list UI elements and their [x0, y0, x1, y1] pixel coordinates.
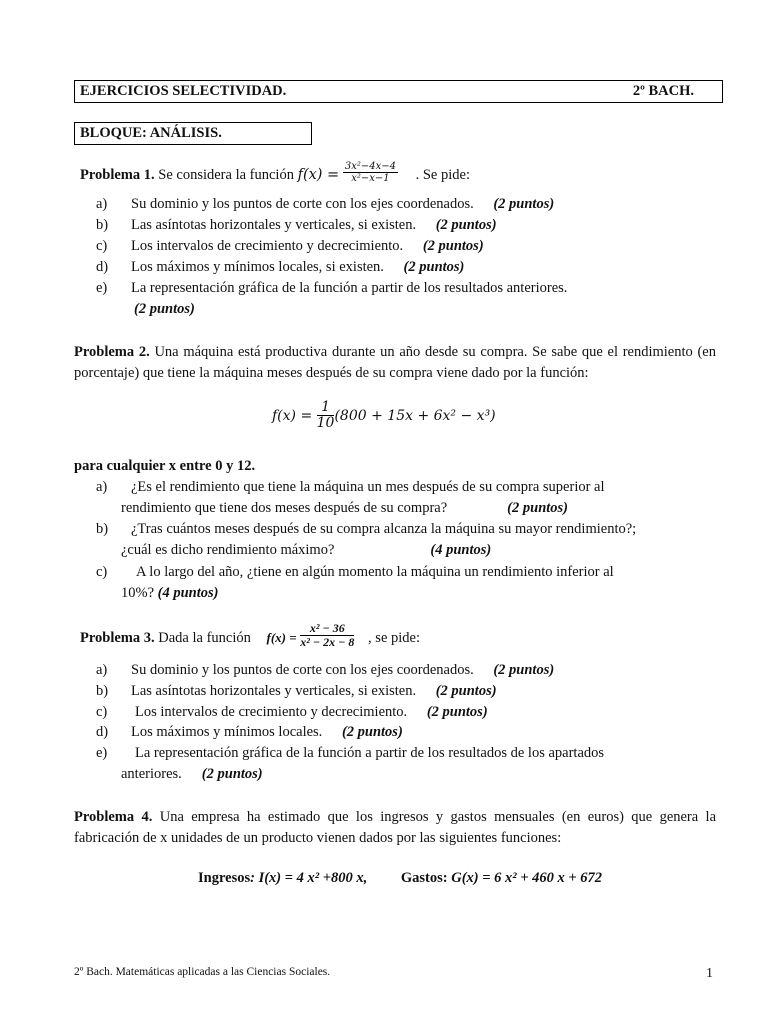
problem-1-text: Se considera la función [158, 167, 294, 183]
p2-item-b-line2: ¿cuál es dicho rendimiento máximo? (4 puntos) [121, 542, 492, 558]
block-title: BLOQUE: ANÁLISIS. [80, 125, 222, 141]
block-box [74, 122, 312, 145]
p1-item-d-label: d) [96, 259, 109, 275]
p3-item-c-label: c) [96, 704, 108, 720]
p3-item-c: Los intervalos de crecimiento y decrecimiento. (2 puntos) [135, 704, 488, 720]
problem-3-tail: , se pide: [368, 630, 420, 647]
p3-item-a: Su dominio y los puntos de corte con los ejes coordenados. (2 puntos) [131, 662, 555, 678]
p2-item-c-line2: 10%? (4 puntos) [121, 585, 219, 601]
footer-course: 2º Bach. Matemáticas aplicadas a las Ciencias Sociales. [74, 966, 331, 978]
p2-item-c-label: c) [96, 564, 108, 580]
problem-4-intro [74, 807, 716, 849]
p2-item-b-line1: ¿Tras cuántos meses después de su compra alcanza la máquina su mayor rendimiento?; [131, 521, 637, 537]
p1-item-c-label: c) [96, 238, 108, 254]
problem-1-fraction [343, 161, 398, 184]
problem-1-tail: . Se pide: [415, 167, 470, 183]
problem-1-denominator: x²−x−1 [351, 173, 390, 185]
income-label: Ingresos [198, 870, 251, 886]
problem-3-intro [80, 621, 420, 650]
problem-3-fx: f(x) = [266, 630, 297, 646]
problem-4-label: Problema 4. [74, 809, 153, 825]
p3-item-d: Los máximos y mínimos locales. (2 puntos) [131, 724, 403, 740]
p1-item-c: Los intervalos de crecimiento y decrecimiento. (2 puntos) [131, 238, 484, 254]
header-box [74, 80, 723, 103]
problem-1-intro [80, 161, 470, 185]
problem-2-fraction: $\frac{1}{10}$ [316, 399, 335, 432]
expenses-label: Gastos: [400, 870, 448, 886]
p1-item-d: Los máximos y mínimos locales, si existen. (2 puntos) [131, 259, 465, 275]
p2-item-a-line1: ¿Es el rendimiento que tiene la máquina un mes después de su compra superior al [131, 479, 605, 495]
header-title: EJERCICIOS SELECTIVIDAD. [80, 83, 287, 99]
p3-item-b: Las asíntotas horizontales y verticales, si existen. (2 puntos) [131, 683, 497, 699]
problem-3-fraction [300, 622, 354, 649]
problem-2-intro [74, 342, 716, 384]
problem-2-formula: f(x) = $\frac{1}{10}$ (800 + 15x + 6x² − x³) [272, 399, 496, 432]
p3-item-e-line1: La representación gráfica de la función a partir de los resultados de los apartados [135, 745, 605, 761]
problem-3-denominator: x² − 2x − 8 [300, 635, 355, 650]
problem-3-label: Problema 3. [80, 630, 155, 647]
p3-item-e-label: e) [96, 745, 108, 761]
problem-2-label: Problema 2. [74, 344, 150, 360]
problem-1-label: Problema 1. [80, 167, 155, 183]
p3-item-e-line2: anteriores. (2 puntos) [121, 766, 263, 782]
problem-2-range: para cualquier x entre 0 y 12. [74, 458, 256, 474]
p2-item-b-label: b) [96, 521, 109, 537]
p2-item-c-line1: A lo largo del año, ¿tiene en algún momento la máquina un rendimiento inferior al [136, 564, 614, 580]
p3-item-a-label: a) [96, 662, 108, 678]
income-expression: : I(x) = 4 x² +800 x, [250, 870, 368, 886]
expenses-expression: G(x) = 6 x² + 460 x + 672 [451, 870, 602, 886]
header-course: 2º BACH. [632, 83, 694, 99]
p2-item-a-label: a) [96, 479, 108, 495]
problem-4-functions [198, 870, 602, 887]
p1-item-e: La representación gráfica de la función a partir de los resultados anteriores. [131, 280, 568, 296]
problem-4-text: Una empresa ha estimado que los ingresos y gastos mensuales (en euros) que genera la fabricación de x unidades de un producto vienen dados por las siguientes funciones: [74, 809, 717, 846]
problem-3-numerator: x² − 36 [300, 622, 354, 636]
p1-item-b-label: b) [96, 217, 109, 233]
p3-item-d-label: d) [96, 724, 109, 740]
problem-2-text: Una máquina está productiva durante un año desde su compra. Se sabe que el rendimiento (en porcentaje) que tiene la máquina meses después de su compra viene dado por la función: [74, 344, 716, 381]
p1-item-e-points: (2 puntos) [134, 301, 195, 317]
page-number: 1 [706, 966, 713, 981]
p1-item-b: Las asíntotas horizontales y verticales, si existen. (2 puntos) [131, 217, 497, 233]
p2-item-a-line2: rendimiento que tiene dos meses después de su compra? (2 puntos) [121, 500, 569, 516]
problem-3-text: Dada la función [158, 630, 251, 647]
p1-item-e-label: e) [96, 280, 108, 296]
problem-1-numerator: 3x²−4x−4 [344, 161, 396, 173]
p1-item-a-label: a) [96, 196, 108, 212]
problem-1-fx: f(x) = [297, 167, 340, 183]
p3-item-b-label: b) [96, 683, 109, 699]
p1-item-a: Su dominio y los puntos de corte con los ejes coordenados. (2 puntos) [131, 196, 555, 212]
